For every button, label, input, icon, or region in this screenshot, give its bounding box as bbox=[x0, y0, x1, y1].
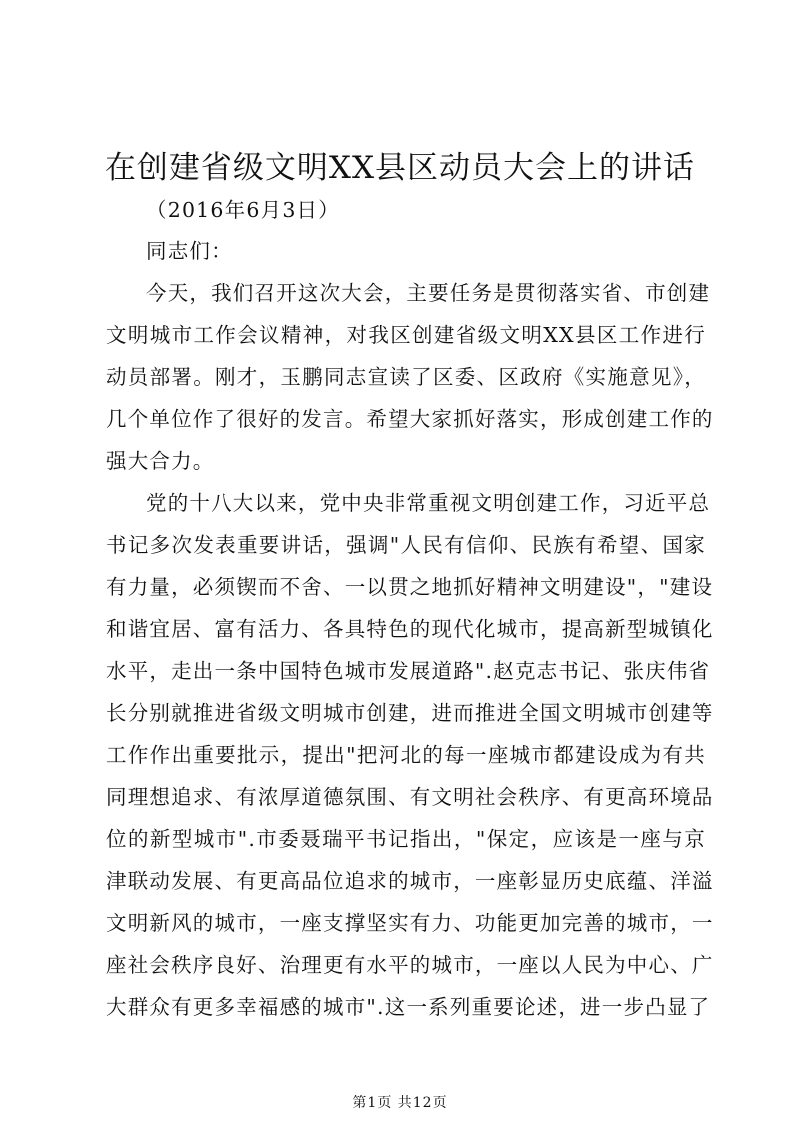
paragraph-2-line-6: 长分别就推进省级文明城市创建，进而推进全国文明城市创建等 bbox=[106, 701, 714, 725]
paragraph-2-line-13: 大群众有更多幸福感的城市".这一系列重要论述，进一步凸显了 bbox=[106, 995, 711, 1019]
document-title: 在创建省级文明XX县区动员大会上的讲话 bbox=[104, 150, 696, 186]
paragraph-2-line-10: 津联动发展、有更高品位追求的城市，一座彰显历史底蕴、洋溢 bbox=[106, 869, 714, 893]
salutation: 同志们： bbox=[146, 239, 233, 263]
paragraph-2-line-11: 文明新风的城市，一座支撑坚实有力、功能更加完善的城市，一 bbox=[106, 911, 714, 935]
page-footer: 第1页 共12页 bbox=[352, 1095, 448, 1111]
paragraph-2-line-2: 书记多次发表重要讲话，强调"人民有信仰、民族有希望、国家 bbox=[106, 533, 706, 557]
paragraph-1-line-5: 强大合力。 bbox=[106, 449, 215, 473]
paragraph-1-line-4: 几个单位作了很好的发言。希望大家抓好落实，形成创建工作的 bbox=[106, 407, 714, 431]
paragraph-2-line-8: 同理想追求、有浓厚道德氛围、有文明社会秩序、有更高环境品 bbox=[106, 785, 714, 809]
paragraph-2-line-5: 水平，走出一条中国特色城市发展道路".赵克志书记、张庆伟省 bbox=[106, 659, 711, 683]
speech-date: （2016年6月3日） bbox=[146, 198, 340, 222]
paragraph-2-line-7: 工作作出重要批示，提出"把河北的每一座城市都建设成为有共 bbox=[106, 743, 706, 767]
paragraph-1-line-3: 动员部署。刚才，玉鹏同志宣读了区委、区政府《实施意见》， bbox=[106, 365, 706, 389]
paragraph-1-line-1: 今天，我们召开这次大会，主要任务是贯彻落实省、市创建 bbox=[146, 281, 711, 305]
paragraph-2-line-1: 党的十八大以来，党中央非常重视文明创建工作，习近平总 bbox=[146, 491, 711, 515]
paragraph-2-line-9: 位的新型城市".市委聂瑞平书记指出，"保定，应该是一座与京 bbox=[106, 827, 706, 851]
paragraph-2-line-12: 座社会秩序良好、治理更有水平的城市，一座以人民为中心、广 bbox=[106, 953, 714, 977]
paragraph-2-line-3: 有力量，必须锲而不舍、一以贯之地抓好精神文明建设"，"建设 bbox=[106, 575, 714, 599]
paragraph-2-line-4: 和谐宜居、富有活力、各具特色的现代化城市，提高新型城镇化 bbox=[106, 617, 714, 641]
paragraph-1-line-2: 文明城市工作会议精神，对我区创建省级文明XX县区工作进行 bbox=[106, 323, 706, 347]
